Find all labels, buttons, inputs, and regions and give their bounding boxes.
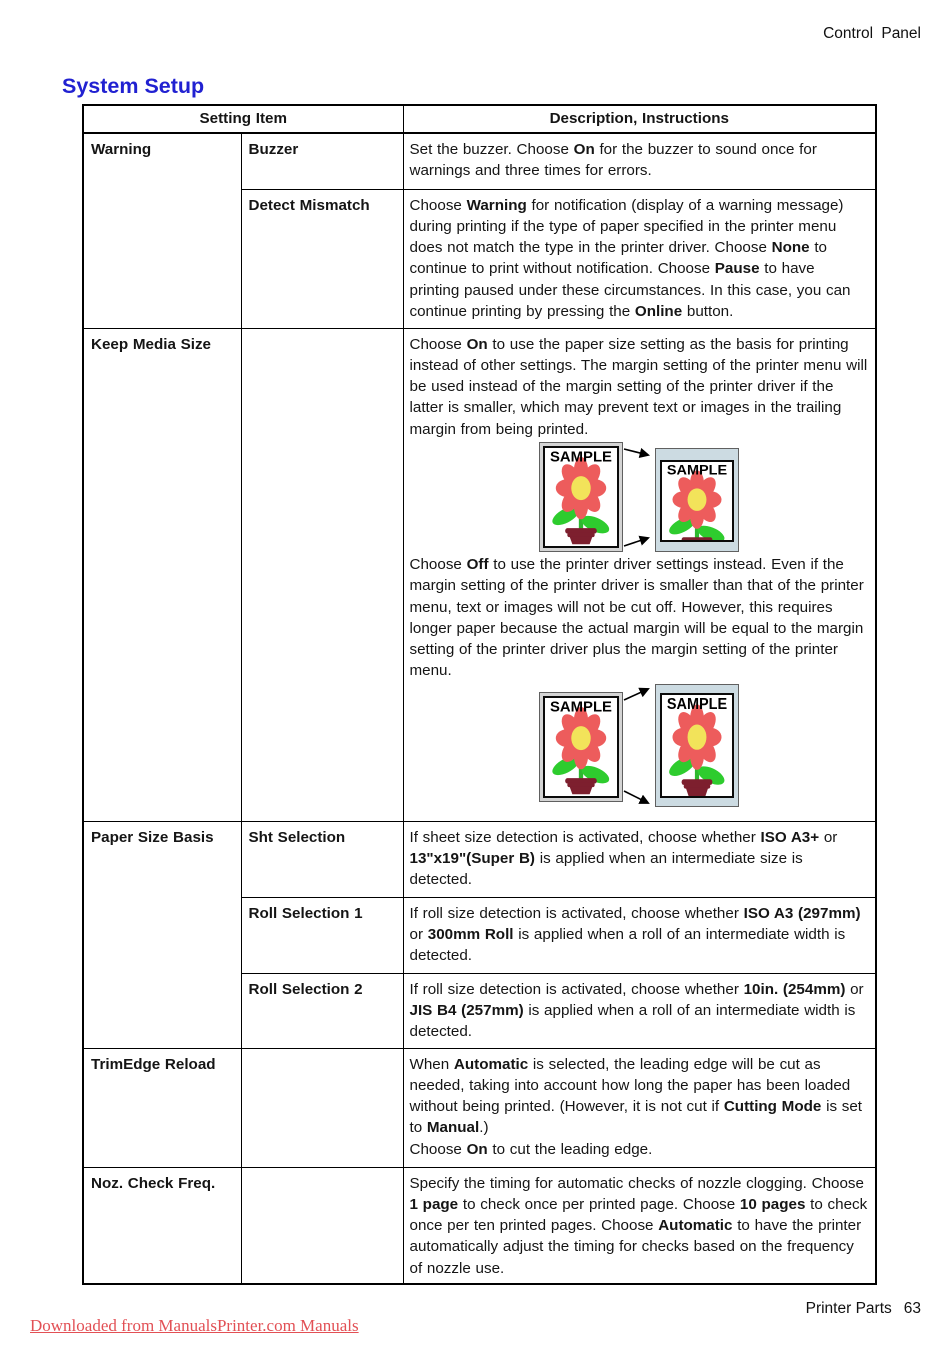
col-header-description: Description, Instructions	[403, 105, 876, 133]
setting-sub-cell: Sht Selection	[241, 821, 403, 897]
svg-text:SAMPLE: SAMPLE	[667, 461, 728, 478]
running-header: Control Panel	[823, 25, 921, 42]
sample-page-long-image	[655, 684, 739, 807]
table-row-trimedge-reload	[83, 1048, 876, 1167]
keep-media-on-text: Choose On to use the paper size setting as the basis for printing instead of other settings. The margin setting of the printer menu will be used instead of the margin setting of the printer driver if the latter is smaller, which may prevent text or images in the trailing margin from being printed.	[409, 335, 868, 438]
description-cell	[403, 328, 876, 821]
setting-sub-cell	[241, 1167, 403, 1284]
table-header-row	[83, 105, 876, 133]
setting-sub-cell: Detect Mismatch	[241, 189, 403, 328]
footer-page-number: 63	[903, 1300, 921, 1317]
setting-group-cell: TrimEdge Reload	[83, 1048, 241, 1167]
description-cell: Specify the timing for automatic checks of nozzle clogging. Choose 1 page to check once per printed page. Choose 10 pages to check once per ten printed pages. Choose Automatic to have the printer automatically adjust the timing for checks based on the frequency of nozzle use.	[403, 1167, 876, 1284]
table-row-keep-media-size	[83, 328, 876, 821]
settings-table	[82, 104, 877, 1285]
setting-group-cell: Warning	[83, 133, 241, 328]
setting-group-cell: Keep Media Size	[83, 328, 241, 821]
description-cell: Choose Warning for notification (display of a warning message) during printing if the type of paper specified in the printer menu does not match the type in the printer driver. Choose None to continue to print without notification. Choose Pause to have printing paused under these circumstances. In this case, you can continue printing by pressing the Online button.	[403, 189, 876, 328]
table-row-buzzer	[83, 133, 876, 189]
setting-sub-cell	[241, 1048, 403, 1167]
sample-page-image	[539, 442, 623, 552]
description-cell: If roll size detection is activated, choose whether ISO A3 (297mm) or 300mm Roll is applied when a roll of an intermediate width is detected.	[403, 897, 876, 973]
table-row-sht-selection	[83, 821, 876, 897]
table-row-noz-check-freq	[83, 1167, 876, 1284]
page-title: System Setup	[62, 74, 205, 98]
keep-media-off-figure	[410, 684, 870, 809]
sample-page-cut-image	[655, 448, 739, 552]
svg-text:SAMPLE: SAMPLE	[550, 448, 613, 465]
svg-text:SAMPLE: SAMPLE	[667, 695, 728, 713]
arrow-icon	[623, 442, 655, 552]
description-cell: If sheet size detection is activated, choose whether ISO A3+ or 13"x19"(Super B) is applied when an intermediate size is detected.	[403, 821, 876, 897]
keep-media-off-text: Choose Off to use the printer driver settings instead. Even if the margin setting of the printer driver is smaller than that of the printer menu, text or images will not be cut off. However, this requires longer paper because the actual margin will be equal to the margin setting of the printer driver plus the margin setting of the printer menu.	[409, 555, 864, 680]
arrow-icon	[623, 684, 655, 809]
setting-sub-cell: Roll Selection 2	[241, 973, 403, 1048]
description-cell: If roll size detection is activated, choose whether 10in. (254mm) or JIS B4 (257mm) is applied when a roll of an intermediate width is detected.	[403, 973, 876, 1048]
svg-text:SAMPLE: SAMPLE	[550, 697, 613, 715]
description-cell: Set the buzzer. Choose On for the buzzer to sound once for warnings and three times for errors.	[403, 133, 876, 189]
description-cell: When Automatic is selected, the leading edge will be cut as needed, taking into account how long the paper has been loaded without being printed. (However, it is not cut if Cutting Mode is set to Manual.) Choose On to cut the leading edge.	[403, 1048, 876, 1167]
keep-media-on-figure	[410, 442, 870, 552]
setting-sub-cell	[241, 328, 403, 821]
setting-group-cell: Paper Size Basis	[83, 821, 241, 1048]
setting-group-cell: Noz. Check Freq.	[83, 1167, 241, 1284]
footer-page-info	[806, 1300, 921, 1318]
sample-page-image	[539, 692, 623, 802]
setting-sub-cell: Buzzer	[241, 133, 403, 189]
col-header-setting-item: Setting Item	[83, 105, 403, 133]
footer-section-label: Printer Parts	[805, 1300, 892, 1317]
setting-sub-cell: Roll Selection 1	[241, 897, 403, 973]
footer-download-link[interactable]: Downloaded from ManualsPrinter.com Manuals	[30, 1316, 359, 1335]
